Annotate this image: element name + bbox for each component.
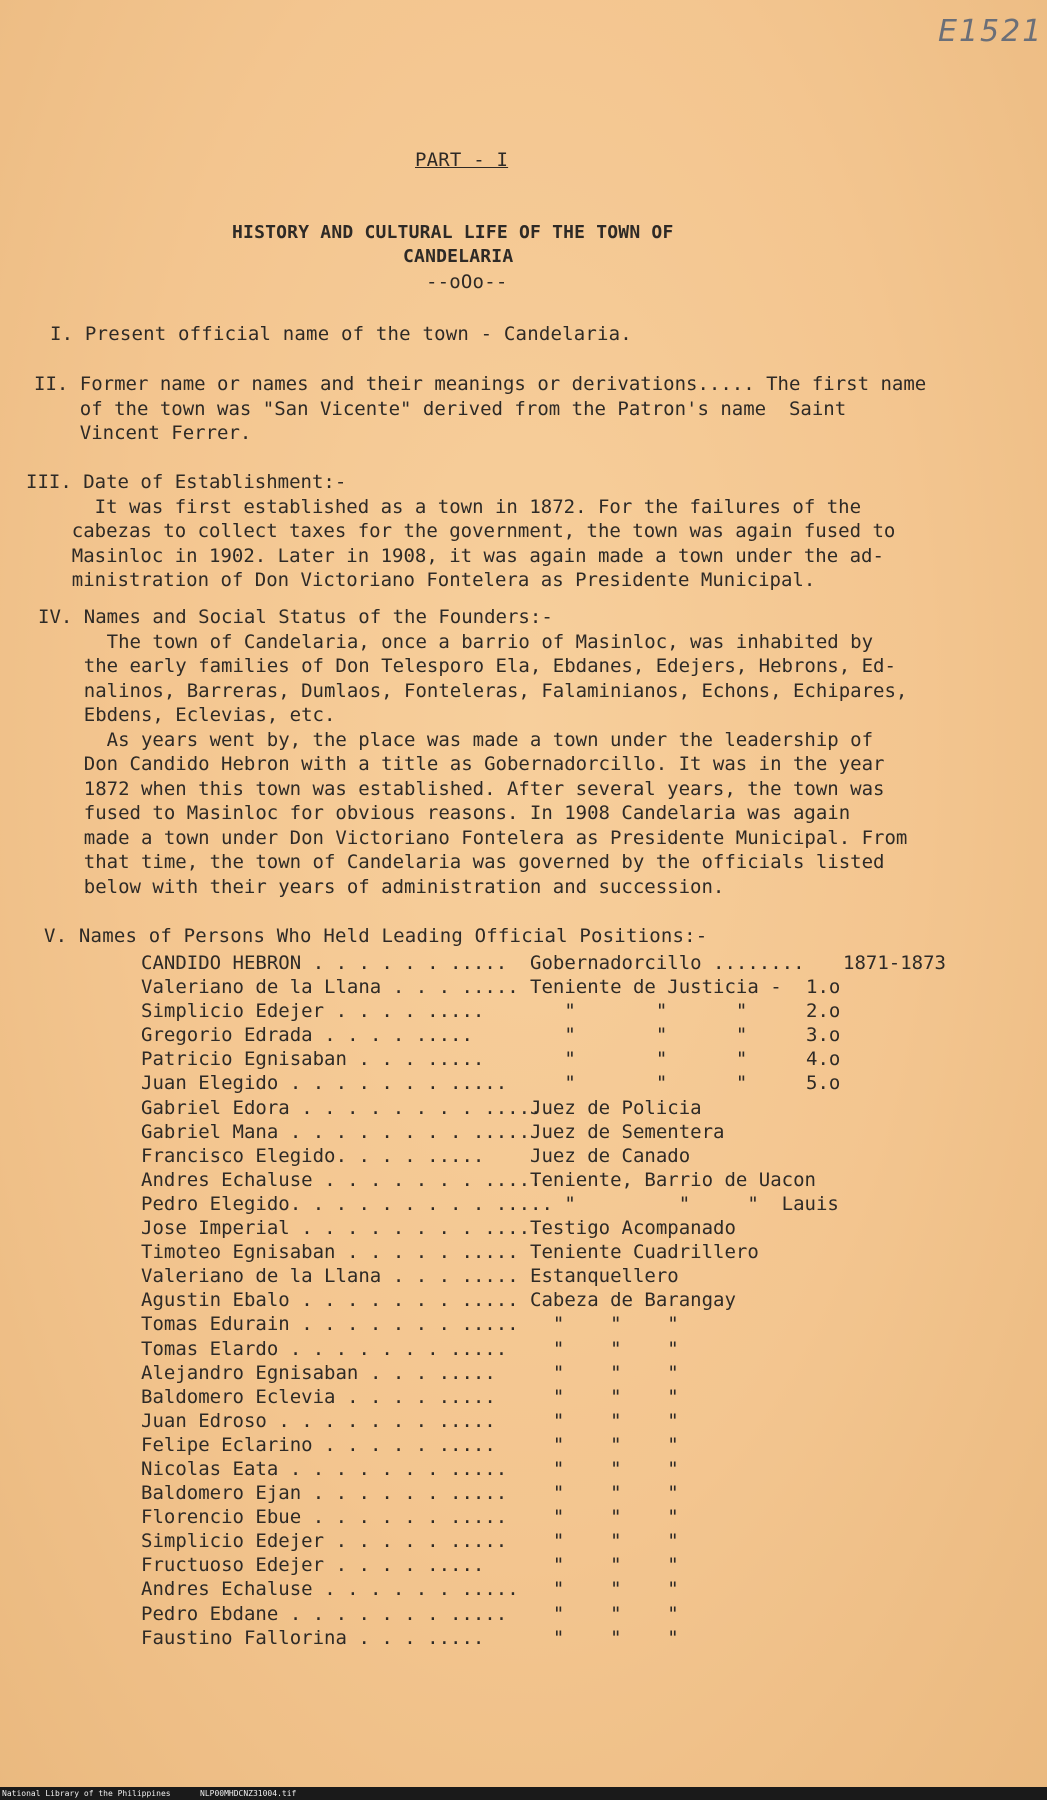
official-position: Teniente, Barrio de Uacon bbox=[530, 1168, 816, 1191]
official-name: Baldomero Ejan bbox=[141, 1482, 302, 1505]
section-3-line-3: cabezas to collect taxes for the government, the town was again fused to bbox=[26, 520, 896, 542]
section-4-heading: IV. Names and Social Status of the Founders:- bbox=[38, 606, 553, 628]
title-line-2: CANDELARIA bbox=[403, 246, 514, 267]
page-number: E1521 bbox=[938, 14, 1044, 49]
official-leader-dots: . . . . . . . . ..... bbox=[289, 1217, 542, 1240]
official-position: " " " bbox=[530, 1433, 679, 1456]
official-position: " " " bbox=[530, 1457, 679, 1480]
official-name: Patricio Egnisaban bbox=[141, 1048, 347, 1071]
official-leader-dots: . . . ..... bbox=[347, 1626, 485, 1649]
official-term: 4.o bbox=[806, 1048, 841, 1071]
official-name: Nicolas Eata bbox=[141, 1457, 279, 1480]
official-position: Testigo Acompanado bbox=[530, 1217, 736, 1240]
official-name: Faustino Fallorina bbox=[141, 1626, 347, 1649]
official-name: Pedro Elegido bbox=[141, 1192, 290, 1215]
official-name: Gabriel Edora bbox=[141, 1096, 290, 1119]
official-leader-dots: . . . . . . ..... bbox=[301, 1506, 508, 1529]
official-position: " " " bbox=[530, 1626, 679, 1649]
title-line-1: HISTORY AND CULTURAL LIFE OF THE TOWN OF bbox=[232, 222, 674, 243]
official-leader-dots: . . . . . ..... bbox=[335, 1241, 519, 1264]
official-name: Gregorio Edrada bbox=[141, 1024, 313, 1047]
section-1-line: I. Present official name of the town - Candelaria. bbox=[50, 323, 632, 345]
section-5-heading: V. Names of Persons Who Held Leading Official Positions:- bbox=[44, 925, 708, 947]
official-name: Agustin Ebalo bbox=[141, 1289, 290, 1312]
section-3 bbox=[26, 470, 895, 593]
official-name: Gabriel Mana bbox=[141, 1120, 279, 1143]
footer-library: National Library of the Philippines bbox=[2, 1789, 171, 1798]
official-leader-dots: . . . . . . . ..... bbox=[278, 1337, 508, 1360]
official-leader-dots: . . . . . . . . ..... bbox=[289, 1096, 542, 1119]
section-4-line-5: Ebdens, Eclevias, etc. bbox=[38, 704, 336, 726]
official-name: Tomas Elardo bbox=[141, 1337, 279, 1360]
official-position: " " " bbox=[530, 1385, 679, 1408]
official-position: Cabeza de Barangay bbox=[530, 1289, 736, 1312]
section-4-line-3: the early families of Don Telesporo Ela, Ebdanes, Edejers, Hebrons, Ed- bbox=[38, 655, 896, 677]
official-name: Andres Echaluse bbox=[141, 1578, 313, 1601]
official-position: " " " bbox=[530, 1361, 679, 1384]
official-position: Juez de Canado bbox=[530, 1144, 691, 1167]
section-4-line-4: nalinos, Barreras, Dumlaos, Fonteleras, Falaminianos, Echons, Echipares, bbox=[38, 679, 908, 702]
official-position: " " " bbox=[530, 1409, 679, 1432]
official-leader-dots: . . . . . . . ..... bbox=[266, 1409, 496, 1432]
official-position: " " " bbox=[530, 1578, 679, 1601]
section-3-heading: III. Date of Establishment:- bbox=[26, 471, 347, 493]
section-4-line-11: that time, the town of Candelaria was governed by the officials listed bbox=[38, 851, 885, 873]
official-leader-dots: . . . . . . . ..... bbox=[312, 1168, 542, 1191]
official-leader-dots: . . . . . ..... bbox=[312, 1433, 496, 1456]
official-name: Pedro Ebdane bbox=[141, 1602, 279, 1625]
official-leader-dots: . . . . . . . ..... bbox=[278, 1457, 508, 1480]
official-position: Teniente de Justicia - bbox=[530, 976, 782, 999]
official-term: 1.o bbox=[806, 976, 841, 999]
official-leader-dots: . . . . ..... bbox=[335, 1385, 496, 1408]
official-leader-dots: . . . . ..... bbox=[324, 1000, 485, 1023]
official-position: Juez de Sementera bbox=[530, 1120, 725, 1143]
official-position: " " " bbox=[530, 1530, 679, 1553]
official-name: Juan Elegido bbox=[141, 1072, 279, 1095]
footer-bar bbox=[0, 1787, 1047, 1800]
official-name: Alejandro Egnisaban bbox=[141, 1361, 359, 1384]
section-2 bbox=[34, 372, 926, 446]
official-leader-dots: . . . . . . . ..... bbox=[289, 1289, 519, 1312]
section-4-line-8: 1872 when this town was established. After several years, the town was bbox=[38, 777, 885, 800]
official-position: " " " bbox=[530, 1072, 748, 1095]
official-name: Jose Imperial bbox=[141, 1217, 290, 1240]
official-position: " " " bbox=[530, 1602, 679, 1625]
official-position: Teniente Cuadrillero bbox=[530, 1241, 759, 1264]
official-term: 5.o bbox=[806, 1072, 841, 1095]
official-position: " " " bbox=[530, 1024, 748, 1047]
section-4-line-10: made a town under Don Victoriano Fontelera as Presidente Municipal. From bbox=[38, 826, 908, 849]
official-name: Juan Edroso bbox=[141, 1409, 267, 1432]
official-term: 1871-1873 bbox=[843, 952, 946, 974]
official-name: Florencio Ebue bbox=[141, 1506, 302, 1529]
official-leader-dots: . . . . . . . . ..... bbox=[278, 1120, 531, 1143]
official-position: Juez de Policia bbox=[530, 1096, 702, 1119]
official-leader-dots: . . . . ..... bbox=[324, 1554, 485, 1577]
section-3-line-4: Masinloc in 1902. Later in 1908, it was again made a town under the ad- bbox=[26, 544, 884, 567]
official-name: Valeriano de la Llana bbox=[141, 1265, 382, 1288]
section-3-line-5: ministration of Don Victoriano Fontelera as Presidente Municipal. bbox=[26, 569, 816, 591]
official-position: Gobernadorcillo ........ bbox=[530, 952, 805, 974]
official-term: 2.o bbox=[806, 1000, 841, 1023]
official-position: " " " bbox=[530, 1554, 679, 1577]
section-4-line-12: below with their years of administration and succession. bbox=[38, 875, 725, 898]
official-position: " " " bbox=[530, 1313, 679, 1336]
official-leader-dots: . . . ..... bbox=[358, 1361, 496, 1384]
section-2-line-2: of the town was "San Vicente" derived from the Patron's name Saint bbox=[34, 397, 847, 420]
section-4-line-7: Don Candido Hebron with a title as Gobernadorcillo. It was in the year bbox=[38, 753, 885, 775]
section-4 bbox=[38, 605, 907, 899]
official-position: " " " bbox=[530, 1482, 679, 1505]
official-position: " " " bbox=[530, 1048, 748, 1071]
official-leader-dots: . . . ..... bbox=[347, 1048, 485, 1071]
official-term: 3.o bbox=[806, 1024, 841, 1047]
official-name: Francisco Elegido bbox=[141, 1144, 336, 1167]
official-leader-dots: . . . . . . ..... bbox=[301, 952, 508, 974]
section-3-line-2: It was first established as a town in 1872. For the failures of the bbox=[26, 495, 862, 518]
section-4-line-9: fused to Masinloc for obvious reasons. In 1908 Candelaria was again bbox=[38, 802, 851, 824]
footer-filename: NLP00MHDCNZ31004.tif bbox=[200, 1789, 297, 1798]
official-leader-dots: . . . ..... bbox=[381, 1265, 519, 1288]
official-name: Felipe Eclarino bbox=[141, 1433, 313, 1456]
part-heading: PART - I bbox=[415, 149, 509, 171]
official-name: CANDIDO HEBRON bbox=[141, 952, 302, 974]
official-name: Timoteo Egnisaban bbox=[141, 1241, 336, 1264]
title-separator: --oOo-- bbox=[426, 271, 508, 293]
official-name: Baldomero Eclevia bbox=[141, 1385, 336, 1408]
official-position: Estanquellero bbox=[530, 1265, 679, 1288]
official-leader-dots: . . . . ..... bbox=[312, 1024, 473, 1047]
section-4-line-2: The town of Candelaria, once a barrio of Masinloc, was inhabited by bbox=[38, 630, 874, 653]
official-position: " " " bbox=[530, 1506, 679, 1529]
official-name: Valeriano de la Llana bbox=[141, 976, 382, 999]
official-name: Andres Echaluse bbox=[141, 1168, 313, 1191]
official-leader-dots: . . . ..... bbox=[381, 976, 519, 999]
official-leader-dots: . . . . . ..... bbox=[324, 1530, 508, 1553]
official-leader-dots: . . . . . . . . . ..... bbox=[289, 1192, 553, 1215]
official-name: Simplicio Edejer bbox=[141, 1000, 325, 1023]
official-leader-dots: . . . . . . . ..... bbox=[289, 1313, 519, 1336]
official-position: " " " bbox=[530, 1337, 679, 1360]
official-leader-dots: . . . . ..... bbox=[335, 1144, 485, 1167]
official-leader-dots: . . . . . . ..... bbox=[312, 1578, 519, 1601]
section-4-line-6: As years went by, the place was made a town under the leadership of bbox=[38, 728, 874, 751]
section-2-line-3: Vincent Ferrer. bbox=[34, 422, 252, 444]
official-name: Tomas Edurain bbox=[141, 1313, 290, 1336]
official-position: " " " Lauis bbox=[530, 1192, 839, 1215]
section-2-line-1: II. Former name or names and their meanings or derivations..... The first name bbox=[34, 373, 927, 395]
official-leader-dots: . . . . . . . ..... bbox=[278, 1602, 508, 1625]
official-name: Fructuoso Edejer bbox=[141, 1554, 325, 1577]
official-leader-dots: . . . . . . ..... bbox=[301, 1482, 508, 1505]
official-leader-dots: . . . . . . . ..... bbox=[278, 1072, 508, 1095]
official-name: Simplicio Edejer bbox=[141, 1530, 325, 1553]
official-position: " " " bbox=[530, 1000, 748, 1023]
